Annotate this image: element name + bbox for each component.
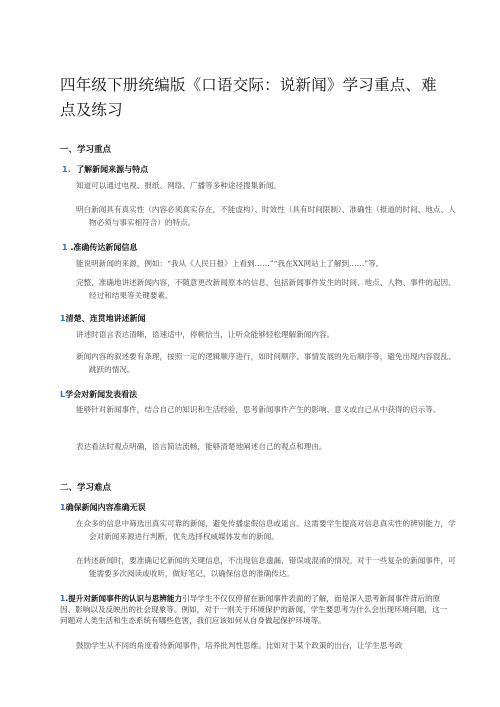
paragraph: 能够针对新闻事件，结合自己的知识和生活经验，思考新闻事件产生的影响、意义或自己从中获得的启示等。 bbox=[76, 405, 441, 414]
subheading-number: 1. bbox=[62, 165, 71, 174]
paragraph: 新闻内容的叙述要有条理，按照一定的逻辑顺序进行，如时间顺序、事情发展的先后顺序等，避免出现内容混乱、跳跃的情况。 bbox=[76, 352, 456, 374]
subheading-label: .准确传达新闻信息 bbox=[70, 243, 138, 252]
paragraph-with-lead bbox=[60, 593, 452, 626]
subheading-label: 清楚、连贯地讲述新闻 bbox=[65, 314, 146, 323]
section-heading-key-points: 一、学习重点 bbox=[60, 145, 112, 155]
paragraph: 在众多的信息中筛选出真实可靠的新闻，避免传播虚假信息或谣言。这需要学生提高对信息真实性的辨别能力，学会对新闻来源进行判断，优先选择权威媒体发布的新闻。 bbox=[76, 519, 456, 541]
subheading-number: 1 bbox=[60, 503, 66, 512]
subheading-label: 确保新闻内容准确无误 bbox=[65, 503, 146, 512]
subheading-2-2 bbox=[60, 594, 182, 603]
section-heading-difficulties: 二、学习难点 bbox=[60, 483, 112, 493]
subheading-1-4 bbox=[60, 389, 137, 400]
paragraph: 能说明新闻的来源，例如：“我从《人民日报》上看到……”“我在XX网站上了解到……”等。 bbox=[76, 259, 384, 268]
subheading-label: 学会对新闻发表看法 bbox=[65, 390, 138, 399]
paragraph: 明白新闻具有真实性（内容必须真实存在，不能虚构）、时效性（具有时间限制）、准确性（报道的时间、地点、人物必须与事实相符合）的特点。 bbox=[76, 205, 456, 227]
subheading-number: 1 bbox=[60, 594, 66, 603]
subheading-1-2 bbox=[62, 242, 137, 253]
document-title: 四年级下册统编版《口语交际：说新闻》学习重点、难点及练习 bbox=[60, 76, 437, 119]
paragraph: 在转述新闻时，要准确记忆新闻的关键信息，不出现信息遗漏、错误或混淆的情况。对于一些复杂的新闻事件，可能需要多次阅读或收听，做好笔记，以确保信息的准确传达。 bbox=[76, 556, 456, 578]
subheading-number: 1 bbox=[62, 243, 68, 252]
subheading-1-1 bbox=[62, 164, 148, 175]
paragraph: 完整、准确地讲述新闻内容，不随意更改新闻原本的信息，包括新闻事件发生的时间、地点、人物、事件的起因、经过和结果等关键要素。 bbox=[76, 278, 456, 300]
paragraph: 讲述时语言表达清晰，语速适中，停顿恰当，让听众能够轻松理解新闻内容。 bbox=[76, 330, 335, 339]
paragraph: 引导学生不仅仅停留在新闻事件表面的了解，而是深入思考新闻事件背后的原因、影响以及反映出的社会现象等。例如，对于一则关于环境保护的新闻，学生要思考为什么会出现环境问题，这一问题对人类生活和生态系统有哪些危害，我们应该如何从自身做起保护环境等。 bbox=[60, 594, 448, 625]
paragraph: 鼓励学生从不同的角度看待新闻事件，培养批判性思维。比如对于某个政策的出台，让学生思考政 bbox=[76, 641, 403, 650]
paragraph: 表达看法时观点明确，语言简洁流畅，能够清楚地阐述自己的观点和理由。 bbox=[76, 442, 327, 451]
subheading-2-1 bbox=[60, 502, 146, 513]
subheading-label: 了解新闻来源与特点 bbox=[76, 165, 149, 174]
paragraph: 知道可以通过电视、报纸、网络、广播等多种途径搜集新闻。 bbox=[76, 181, 282, 190]
subheading-number: 1 bbox=[60, 314, 66, 323]
subheading-label: .提升对新闻事件的认识与思辨能力 bbox=[65, 594, 183, 603]
subheading-number: L bbox=[60, 390, 66, 399]
subheading-1-3 bbox=[60, 313, 146, 324]
